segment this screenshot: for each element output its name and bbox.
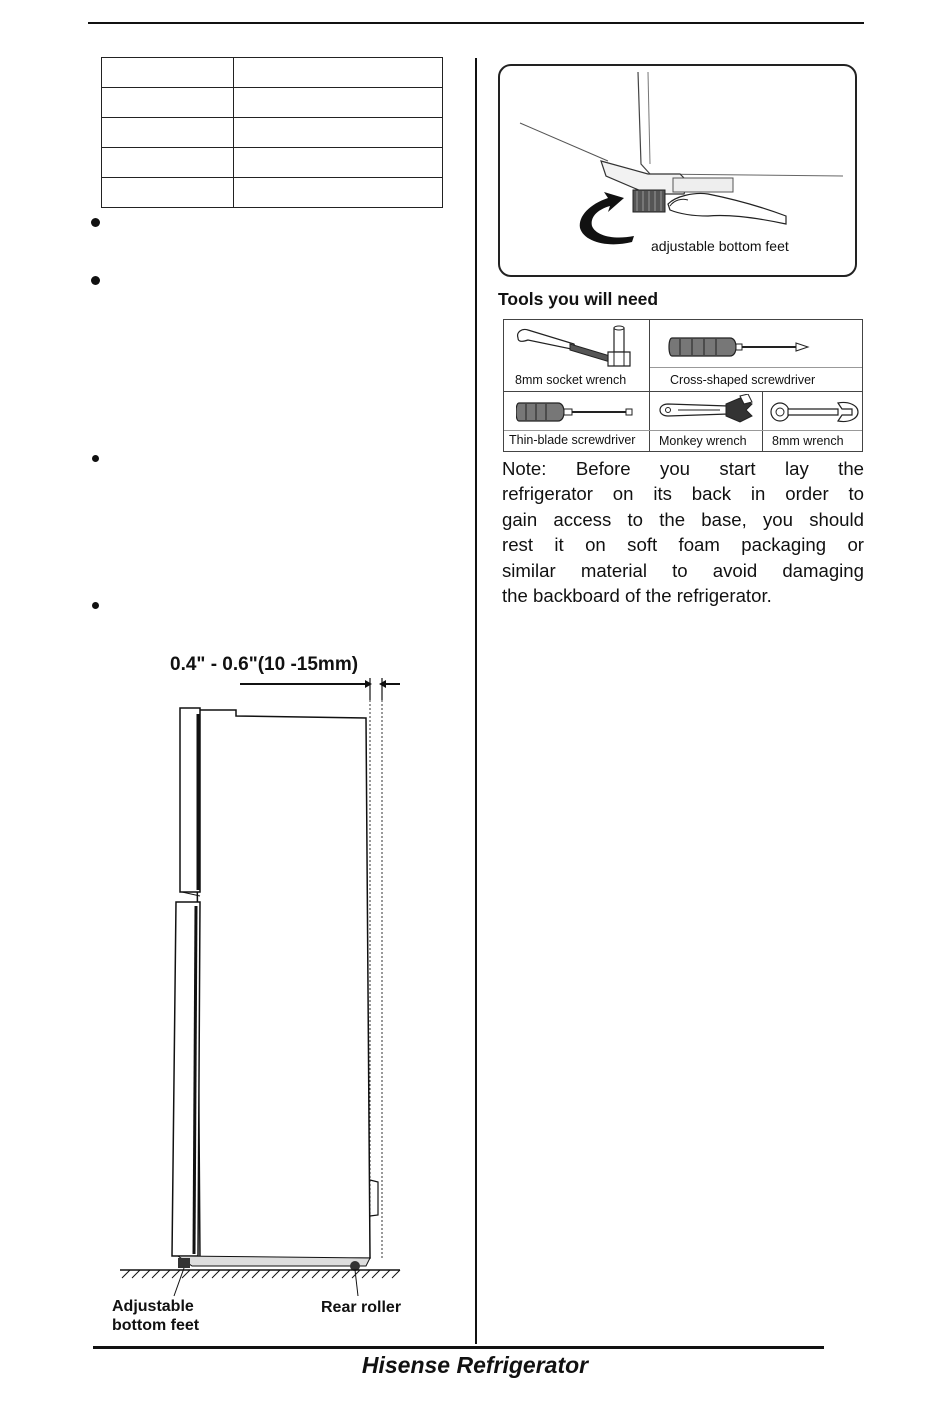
bullet-icon (91, 218, 100, 227)
label-adjustable-feet (112, 1297, 199, 1335)
note-line: similar material to avoid damaging (502, 559, 864, 581)
tool-label-8mm-wrench: 8mm wrench (772, 434, 844, 448)
table-cell (102, 58, 234, 88)
footer-rule (93, 1346, 824, 1349)
table-cell (234, 178, 443, 208)
table-row (102, 88, 443, 118)
footer-brand: Hisense Refrigerator (361, 1352, 589, 1378)
grid-divider (650, 367, 862, 368)
grid-divider (504, 430, 862, 431)
tools-title: Tools you will need (498, 289, 659, 309)
thin-blade-screwdriver-icon (516, 400, 644, 424)
table-row (102, 58, 443, 88)
table-row (102, 148, 443, 178)
tool-label-thin-blade-screwdriver: Thin-blade screwdriver (509, 433, 636, 447)
bullet-icon (91, 276, 100, 285)
monkey-wrench-icon (656, 394, 758, 428)
label-rear-roller: Rear roller (321, 1299, 402, 1316)
fridge-side-illustration (100, 670, 420, 1310)
socket-wrench-icon (514, 324, 639, 372)
feet-caption: adjustable bottom feet (651, 238, 789, 254)
table-row (102, 178, 443, 208)
note-line: Note: Before you start lay the (502, 458, 864, 479)
table-cell (102, 118, 234, 148)
tools-grid (503, 319, 863, 452)
bullet-icon (92, 455, 99, 462)
label-line: bottom feet (112, 1317, 200, 1334)
note-line: the backboard of the refrigerator. (502, 585, 772, 607)
header-rule (88, 22, 864, 24)
spec-table (101, 57, 443, 208)
table-cell (234, 148, 443, 178)
note-paragraph (502, 456, 864, 608)
table-cell (102, 178, 234, 208)
table-cell (234, 88, 443, 118)
column-divider (475, 58, 477, 1344)
tool-label-monkey-wrench: Monkey wrench (659, 434, 747, 448)
grid-divider (762, 392, 763, 451)
grid-divider (649, 320, 650, 451)
note-line: refrigerator on its back in order to (502, 483, 864, 505)
table-cell (102, 148, 234, 178)
bullet-icon (92, 602, 99, 609)
note-line: gain access to the base, you should (502, 508, 864, 530)
grid-divider (504, 391, 862, 392)
cross-screwdriver-icon (668, 334, 848, 360)
label-line: Adjustable (112, 1298, 194, 1315)
flat-wrench-icon (768, 400, 860, 424)
table-cell (234, 118, 443, 148)
tool-label-cross-screwdriver: Cross-shaped screwdriver (670, 373, 816, 387)
table-row (102, 118, 443, 148)
tool-label-socket-wrench: 8mm socket wrench (515, 373, 627, 387)
table-cell (234, 58, 443, 88)
note-line: rest it on soft foam packaging or (502, 534, 864, 556)
clearance-dimension: 0.4" - 0.6"(10 -15mm) (170, 654, 359, 675)
table-cell (102, 88, 234, 118)
